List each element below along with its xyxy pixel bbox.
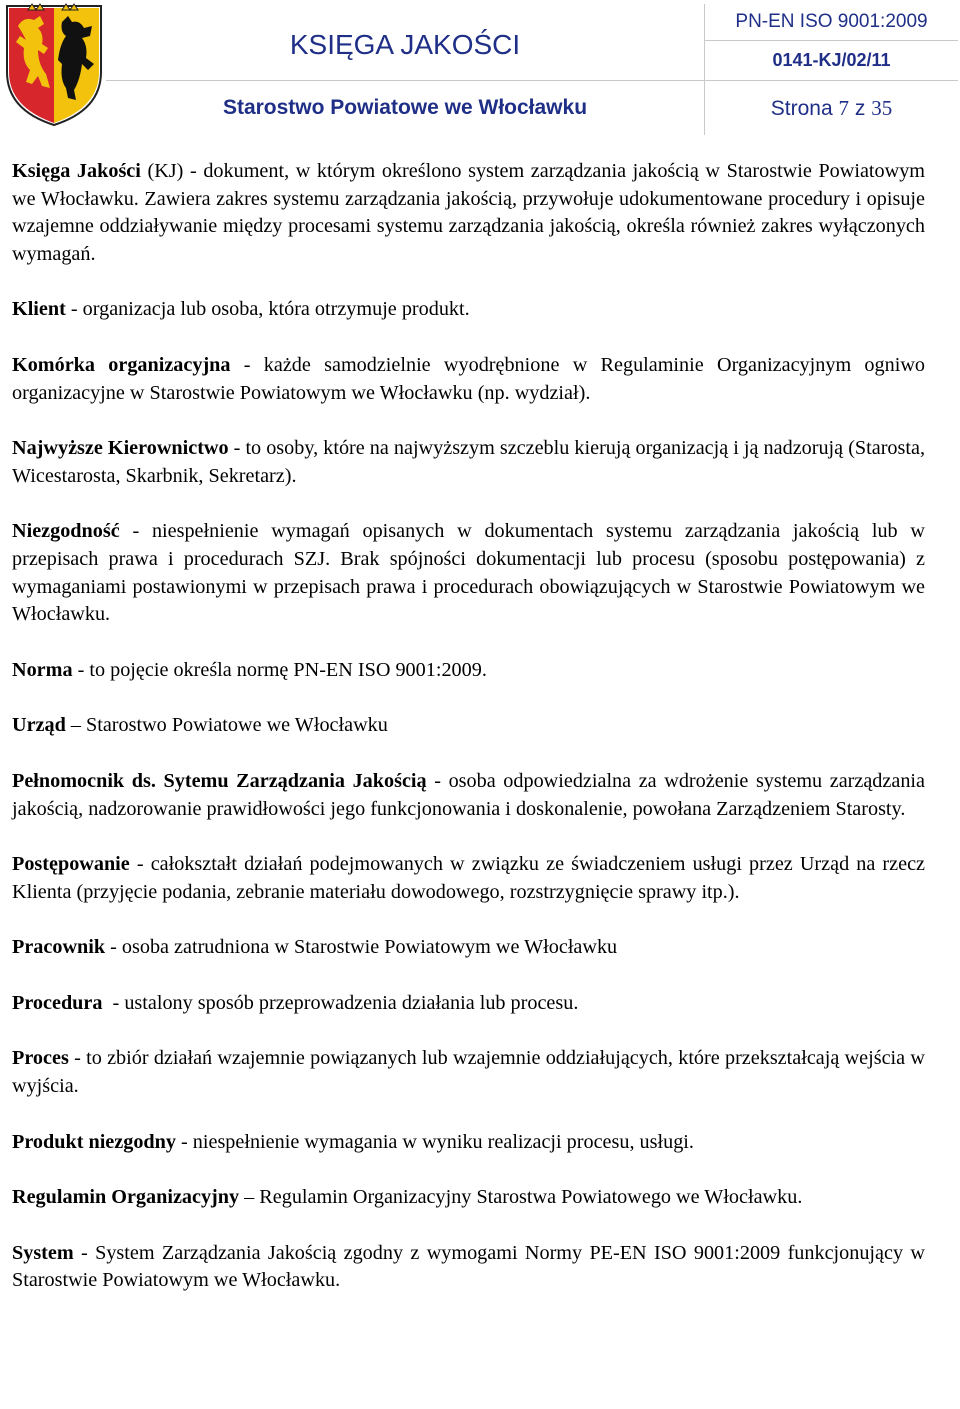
definition-text: - niespełnienie wymagania w wyniku realizacji procesu, usługi. [175,1130,694,1153]
definition-term: Pracownik [12,936,106,959]
definition-regulamin-organizacyjny [12,1184,925,1212]
definition-term: Niezgodność [12,520,120,543]
definition-term: Komórka organizacyjna [12,353,231,376]
definition-text: - to pojęcie określa normę PN-EN ISO 9001:2009. [72,658,487,681]
page-separator: z [854,96,866,120]
definition-text: - osoba zatrudniona w Starostwie Powiatowym we Włocławku [105,936,618,959]
definition-klient [12,296,925,324]
definition-postepowanie [12,851,925,906]
definition-text: – Starostwo Powiatowe we Włocławku [65,714,388,737]
definition-term: Najwyższe Kierownictwo [12,437,229,460]
definition-proces [12,1045,925,1100]
document-title: KSIĘGA JAKOŚCI [106,4,705,81]
definition-procedura [12,990,925,1018]
definition-term: Klient [12,298,66,321]
definition-text: - osoba odpowiedzialna za wdrożenie systemu zarządzania jakością, nadzorowanie prawidłowości jego funkcjonowania i doskonalenie, powołana Zarządzeniem Starosty. [12,769,925,820]
definition-text: (KJ) - dokument, w którym określono system zarządzania jakością w Starostwie Powiatowym we Włocławku. Zawiera zakres systemu zarządzania jakością, przywołuje udokumentowane procedury i opisuje wzajemne oddziaływanie między procesami systemu zarządzania jakością, określa również zakres wyłączonych wymagań. [12,160,925,265]
definition-system [12,1240,925,1295]
definitions-body [12,158,925,1323]
definition-urzad [12,712,925,740]
definition-text: - System Zarządzania Jakością zgodny z wymogami Normy PE-EN ISO 9001:2009 funkcjonujący w Starostwie Powiatowym we Włocławku. [12,1241,925,1292]
definition-term: Pełnomocnik ds. Sytemu Zarządzania Jakością [12,769,427,792]
header-table [106,4,958,135]
definition-text: - niespełnienie wymagań opisanych w dokumentach systemu zarządzania jakością lub w przepisach prawa i procedurach SZJ. Brak spójności dokumentacji lub procesu (sposobu postępowania) z wymaganiami postawionymi w przepisach prawa i procedurach obowiązujących w Starostwie Powiatowym we Włocławku. [12,520,925,626]
definition-text: - każde samodzielnie wyodrębnione w Regulaminie Organizacyjnym ogniwo organizacyjne w Starostwie Powiatowym we Włocławku (np. wydział). [12,353,925,404]
definition-term: Proces [12,1047,69,1070]
definition-text: - to zbiór działań wzajemnie powiązanych lub wzajemnie oddziałujących, które przekształcają wejścia w wyjścia. [12,1047,925,1098]
definition-term: Regulamin Organizacyjny [12,1186,240,1209]
page-header [0,0,960,132]
definition-term: System [12,1241,74,1264]
definition-najwyzsze-kierownictwo [12,435,925,490]
document-code: 0141-KJ/02/11 [772,50,891,71]
definition-norma [12,657,925,685]
definition-term: Urząd [12,714,66,737]
page-label: Strona [770,96,833,120]
definition-produkt-niezgodny [12,1129,925,1157]
definition-text: - organizacja lub osoba, która otrzymuje produkt. [65,298,470,321]
definition-term: Norma [12,658,73,681]
definition-text: - to osoby, które na najwyższym szczeblu kierują organizacją i ją nadzorują (Starosta, Wicestarosta, Skarbnik, Sekretarz). [12,437,925,487]
definition-text: - ustalony sposób przeprowadzenia działania lub procesu. [102,991,579,1014]
page-current: 7 [838,95,850,120]
definition-term: Procedura [12,991,103,1014]
definition-komorka-organizacyjna [12,352,925,407]
definition-pracownik [12,934,925,962]
definition-ksiega-jakosci [12,158,925,268]
standard-label: PN-EN ISO 9001:2009 [705,4,959,41]
page-total: 35 [871,95,893,120]
definition-term: Postępowanie [12,853,130,876]
definition-niezgodnosc [12,518,925,628]
coat-of-arms-icon [4,2,104,128]
organization-name: Starostwo Powiatowe we Włocławku [106,81,705,136]
definition-term: Produkt niezgodny [12,1130,176,1153]
page-number [705,81,959,136]
definition-text: – Regulamin Organizacyjny Starostwa Powiatowego we Włocławku. [239,1186,803,1209]
definition-pelnomocnik [12,768,925,823]
definition-text: - całokształt działań podejmowanych w związku ze świadczeniem usługi przez Urząd na rzecz Klienta (przyjęcie podania, zebranie materiału dowodowego, rozstrzygnięcie sprawy itp.). [12,853,925,903]
definition-term: Księga Jakości [12,160,141,182]
